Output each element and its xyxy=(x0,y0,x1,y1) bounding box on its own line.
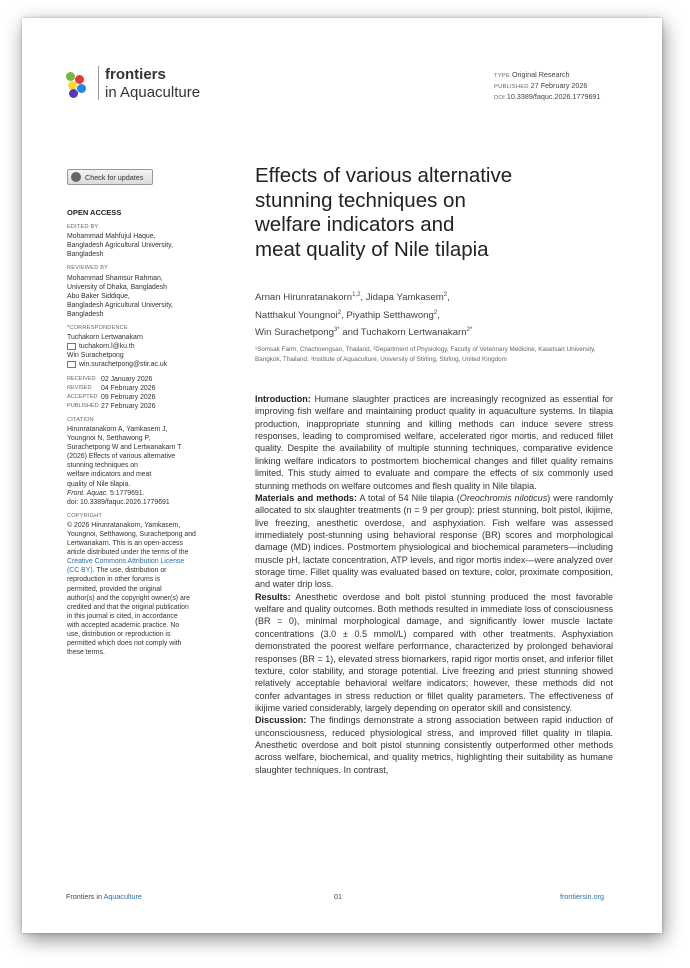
check-updates-icon xyxy=(71,172,81,182)
citation-volume: 5:1779691. xyxy=(108,489,145,497)
journal-logo xyxy=(66,66,200,102)
author-sup: 2 xyxy=(433,309,438,316)
title-line: stunning techniques on xyxy=(255,188,466,212)
corr-name: Win Surachetpong xyxy=(67,352,124,360)
date-value: 04 February 2026 xyxy=(101,384,156,392)
citation-line: Surachetpong W and Lertwanakarn T xyxy=(67,444,182,452)
section-text: The findings demonstrate a strong association between rapid induction of unconsciousness, reduced physiological stress, and improved fillet quality in tilapia. Anesthetic overdose and bolt pistol stunning consistently outperformed other methods across welfare, biochemical, and quality metrics, highlighting their suitability as humane slaughter techniques. In contrast, xyxy=(255,715,613,775)
frontiers-logo-icon xyxy=(66,72,88,98)
journal-name-rest: in Aquaculture xyxy=(105,84,201,101)
citation xyxy=(67,425,217,507)
published-label: PUBLISHED xyxy=(494,84,529,90)
copyright xyxy=(67,521,217,657)
date-value: 02 January 2026 xyxy=(101,375,153,383)
date-label: ACCEPTED xyxy=(67,393,98,400)
citation-line: Hirunratanakorn A, Yamkasem J, xyxy=(67,425,168,433)
reviewer-line: University of Dhaka, Bangladesh xyxy=(67,283,167,291)
copyright-line: reproduction in other forums is xyxy=(67,576,161,584)
page-number: 01 xyxy=(334,892,342,901)
species-name: Oreochromis niloticus xyxy=(459,492,548,503)
author-name[interactable]: Piyathip Setthawong xyxy=(346,309,434,321)
copyright-line: Youngnoi, Setthawong, Surachetpong and xyxy=(67,531,196,538)
email-icon xyxy=(67,361,76,368)
corr-email[interactable]: tuchakorn.l@ku.th xyxy=(79,343,135,351)
section-text: Anesthetic overdose and bolt pistol stunning produced the most favorable welfare and quality outcomes. Both methods resulted in immediate loss of consciousness (BR = 0), minimal morphological damage, and significantly lower muscle lactate concentrations (3.0 ± 0.5 mmol/L) compared with other treatments. Asphyxiation demonstrated the poorest welfare performance, characterized by prolonged behavioral responses (BR = 1), elevated stress biomarkers, rapid rigor mortis onset, and inferior fillet texture, color stability, and storage potential. Live freezing and priest stunning showed relatively acceptable behavioral welfare indicators; however, these methods did not confer advantages in stress reduction or fillet quality parameters. The effectiveness of ikijime varied considerably, largely depending on operator skill and consistency. xyxy=(255,591,613,713)
citation-line: Youngnoi N, Setthawong P, xyxy=(67,435,151,443)
check-updates-label: Check for updates xyxy=(85,172,144,182)
editor-line: Bangladesh Agricultural University, xyxy=(67,242,173,250)
email-icon xyxy=(67,343,76,350)
copyright-line: use, distribution or reproduction is xyxy=(67,631,171,639)
copyright-line: with accepted academic practice. No xyxy=(67,621,180,629)
article-meta xyxy=(494,70,600,103)
footer-journal-prefix: Frontiers in xyxy=(66,892,104,901)
author-list: Arnan Hirunratanakorn$^{1,2}$, Jidapa Yamkasem$^2$, Natthakul Youngnoi$^2$, Piyathip Setthawong$^2$, Win Surachetpong$^{3*}$ and Tuchakorn Lertwanakarn$^{2*}$ xyxy=(255,292,473,339)
author-sup: 2* xyxy=(466,327,473,334)
corr-email[interactable]: win.surachetpong@stir.ac.uk xyxy=(79,361,168,369)
journal-name-bold: frontiers xyxy=(105,66,166,83)
section-text: Humane slaughter practices are increasingly recognized as essential for improving fish welfare and maintaining product quality in aquaculture systems. In tilapia production, inappropriate stunning and killing methods can induce severe stress responses, leading to compromised welfare, accelerated rigor mortis, and reduced fillet quality. Despite the availability of multiple stunning techniques, comparative evidence linking welfare indicators to postmortem biochemical changes and fillet quality remains limited. This study aimed to evaluate and compare the effects of six commonly used stunning methods on welfare outcomes and flesh quality in Nile tilapia. xyxy=(255,394,613,491)
title-line: welfare indicators and xyxy=(255,213,455,236)
author-and: and xyxy=(342,327,359,339)
edited-by-label: EDITED BY xyxy=(67,224,99,231)
section-heading: Introduction: xyxy=(255,394,311,404)
author-sup: 2 xyxy=(443,292,448,298)
author-sup: 1,2 xyxy=(352,292,361,298)
copyright-line: Lertwanakarn. This is an open-access xyxy=(67,540,183,548)
abstract xyxy=(255,393,613,776)
citation-line: welfare indicators and meat xyxy=(67,471,152,479)
editor-line: Bangladesh xyxy=(67,251,104,259)
citation-doi[interactable]: doi: 10.3389/faquc.2026.1779691 xyxy=(67,498,170,506)
section-heading: Discussion: xyxy=(255,715,307,726)
section-text: A total of 54 Nile tilapia ( xyxy=(356,492,460,503)
open-access-label: OPEN ACCESS xyxy=(67,208,122,217)
footer-journal-link[interactable]: Aquaculture xyxy=(103,892,142,901)
footer-journal xyxy=(66,892,142,901)
reviewed-by xyxy=(67,274,217,319)
date-value: 09 February 2026 xyxy=(101,393,156,401)
doi-label: DOI xyxy=(494,95,505,101)
citation-line: (2026) Effects of various alternative xyxy=(67,453,176,461)
abstract-discussion xyxy=(255,714,613,776)
edited-by xyxy=(67,232,217,259)
section-heading: Materials and methods: xyxy=(255,492,357,503)
paper-page xyxy=(22,18,662,933)
site-link[interactable]: frontiersin.org xyxy=(560,892,604,901)
copyright-line: in this journal is cited, in accordance xyxy=(67,612,178,620)
sidebar xyxy=(67,208,217,660)
published-value: 27 February 2026 xyxy=(530,81,588,90)
footer-site-link[interactable] xyxy=(560,892,604,901)
dates xyxy=(67,375,217,411)
citation-line: stunning techniques on xyxy=(67,462,138,470)
license-link[interactable]: Creative Commons Attribution License xyxy=(67,558,185,566)
author-name[interactable]: Jidapa Yamkasem xyxy=(365,292,444,304)
citation-journal: Front. Aquac. xyxy=(67,489,109,497)
correspondence xyxy=(67,333,217,369)
author-name[interactable]: Natthakul Youngnoi xyxy=(255,309,338,321)
abstract-results xyxy=(255,591,613,715)
affiliations: ¹Somsak Farm, Chachoengsao, Thailand, ²Department of Physiology, Faculty of Veterinary Medicine, Kasetsart University, Bangkok, Thailand, ³Institute of Aquaculture, University of Stirling, Stirling, United Kingdom xyxy=(255,346,596,363)
copyright-line: permitted which does not comply with xyxy=(67,640,182,648)
copyright-label: COPYRIGHT xyxy=(67,512,103,519)
correspondence-label: *CORRESPONDENCE xyxy=(67,325,128,332)
type-label: TYPE xyxy=(494,73,510,79)
type-value: Original Research xyxy=(511,70,570,79)
author-name[interactable]: Arnan Hirunratanakorn xyxy=(255,292,353,304)
date-label: PUBLISHED xyxy=(67,402,99,409)
article-title xyxy=(255,164,615,262)
copyright-line: permitted, provided the original xyxy=(67,585,162,593)
copyright-line: article distributed under the terms of the xyxy=(67,549,189,557)
author-name[interactable]: Tuchakorn Lertwanakarn xyxy=(360,327,467,339)
date-label: RECEIVED xyxy=(67,375,96,382)
date-label: REVISED xyxy=(67,384,92,391)
copyright-line: credited and that the original publication xyxy=(67,603,189,611)
doi-value[interactable]: 10.3389/faquc.2026.1779691 xyxy=(506,92,601,101)
section-heading: Results: xyxy=(255,591,291,602)
citation-line: quality of Nile tilapia. xyxy=(67,480,131,488)
editor-line: Mohammad Mahfujul Haque, xyxy=(67,233,156,241)
check-updates-button[interactable] xyxy=(67,169,153,185)
license-link-short[interactable]: (CC BY) xyxy=(67,567,93,575)
abstract-introduction xyxy=(255,393,613,492)
reviewer-line: Mohammad Shamsur Rahman, xyxy=(67,274,163,282)
author-sup: 2 xyxy=(337,309,342,316)
title-line: Effects of various alternative xyxy=(255,164,513,187)
author-name[interactable]: Win Surachetpong xyxy=(255,327,334,339)
reviewer-line: Bangladesh xyxy=(67,310,104,318)
citation-label: CITATION xyxy=(67,416,94,423)
copyright-line: . The use, distribution or xyxy=(92,567,167,575)
abstract-methods xyxy=(255,492,613,591)
author-sup: 3* xyxy=(333,327,340,334)
date-value: 27 February 2026 xyxy=(101,402,156,410)
copyright-line: author(s) and the copyright owner(s) are xyxy=(67,594,190,602)
reviewed-by-label: REVIEWED BY xyxy=(67,265,109,272)
section-text: ) were randomly allocated to six slaughter treatments (n = 9 per group): priest stunning, bolt pistol, ikijime, live freezing, anesthetic overdose, and asphyxiation. Fish welfare was assessed immediately post-stunning using behavioral response (BR) scores and morphological damage (MD) indices. Postmortem physiological and biochemical parameters—including muscle pH, lactate concentration, ATP levels, and rigor mortis index—were analyzed over storage time. Fillet quality was evaluated based on texture, color, proximate composition, and water drip loss. xyxy=(255,492,614,590)
reviewer-line: Bangladesh Agricultural University, xyxy=(67,301,173,309)
corr-name: Tuchakorn Lertwanakarn xyxy=(67,334,143,342)
copyright-line: these terms. xyxy=(67,649,105,657)
title-line: meat quality of Nile tilapia xyxy=(255,237,489,261)
copyright-line: © 2026 Hirunratanakorn, Yamkasem, xyxy=(67,521,181,529)
reviewer-line: Abu Baker Siddique, xyxy=(67,292,130,300)
